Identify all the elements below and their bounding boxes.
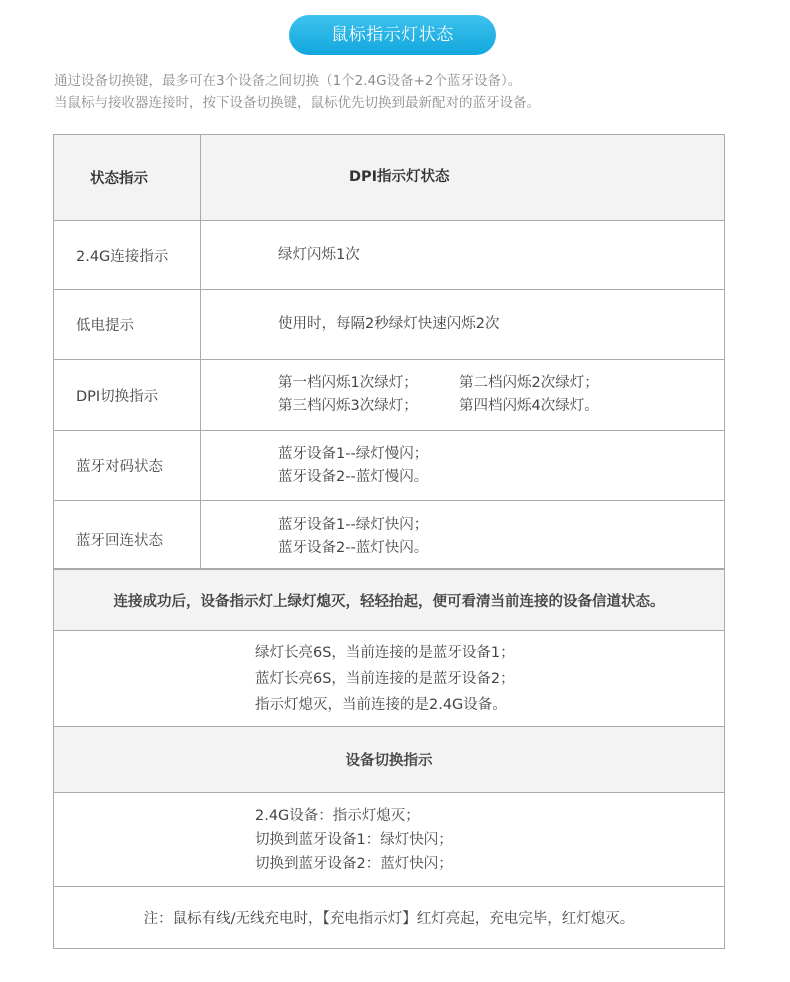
header-dpi-light-status: DPI指示灯状态	[349, 169, 450, 185]
table-row	[54, 290, 724, 360]
row-value-line	[278, 372, 724, 395]
table-row	[54, 221, 724, 290]
row-value	[201, 290, 724, 359]
row-value-line: 绿灯闪烁1次	[278, 246, 360, 263]
row-value-line: 使用时，每隔2秒绿灯快速闪烁2次	[278, 316, 500, 332]
charging-note: 注：鼠标有线/无线充电时，【充电指示灯】红灯亮起，充电完毕，红灯熄灭。	[143, 911, 635, 927]
dpi-level-4: 第四档闪烁4次绿灯。	[459, 398, 599, 414]
device-switch-line: 2.4G设备：指示灯熄灭；	[255, 807, 420, 824]
row-value-line	[278, 395, 724, 418]
device-switch-line: 切换到蓝牙设备1：绿灯快闪；	[255, 831, 453, 848]
row-label: 2.4G连接指示	[54, 221, 201, 289]
row-value-line: 蓝牙设备2--蓝灯快闪。	[278, 539, 429, 556]
dpi-level-2: 第二档闪烁2次绿灯；	[459, 375, 599, 391]
row-label: 低电提示	[54, 290, 201, 359]
intro-line-1: 通过设备切换键，最多可在3个设备之间切换（1个2.4G设备+2个蓝牙设备）。	[54, 73, 522, 89]
row-label: DPI切换指示	[54, 360, 201, 430]
row-value	[201, 501, 724, 568]
row-value-line: 蓝牙设备1--绿灯慢闪；	[278, 445, 429, 462]
channel-status-body	[54, 631, 724, 727]
row-value-line: 蓝牙设备2--蓝灯慢闪。	[278, 468, 429, 485]
indicator-table	[53, 134, 725, 949]
row-label: 蓝牙回连状态	[54, 501, 201, 568]
page-title: 鼠标指示灯状态	[289, 15, 496, 55]
table-header-row	[54, 135, 724, 221]
device-switch-header: 设备切换指示	[54, 727, 724, 793]
intro-line-2: 当鼠标与接收器连接时，按下设备切换键，鼠标优先切换到最新配对的蓝牙设备。	[54, 95, 540, 111]
dpi-level-1: 第一档闪烁1次绿灯；	[278, 375, 418, 391]
table-row	[54, 360, 724, 431]
intro-text	[54, 70, 754, 114]
channel-status-line: 指示灯熄灭，当前连接的是2.4G设备。	[255, 696, 507, 713]
dpi-level-3: 第三档闪烁3次绿灯；	[278, 398, 418, 414]
table-row	[54, 431, 724, 501]
row-value	[201, 360, 724, 430]
channel-status-line: 蓝灯长亮6S，当前连接的是蓝牙设备2；	[255, 670, 515, 687]
channel-status-header: 连接成功后，设备指示灯上绿灯熄灭，轻轻抬起，便可看清当前连接的设备信道状态。	[54, 569, 724, 631]
header-status-indicator: 状态指示	[54, 135, 201, 220]
channel-status-line: 绿灯长亮6S，当前连接的是蓝牙设备1；	[255, 644, 515, 661]
row-label: 蓝牙对码状态	[54, 431, 201, 500]
device-switch-body	[54, 793, 724, 887]
device-switch-line: 切换到蓝牙设备2：蓝灯快闪；	[255, 855, 453, 872]
row-value-line: 蓝牙设备1--绿灯快闪；	[278, 516, 429, 533]
row-value	[201, 221, 724, 289]
row-value	[201, 431, 724, 500]
table-row	[54, 501, 724, 569]
